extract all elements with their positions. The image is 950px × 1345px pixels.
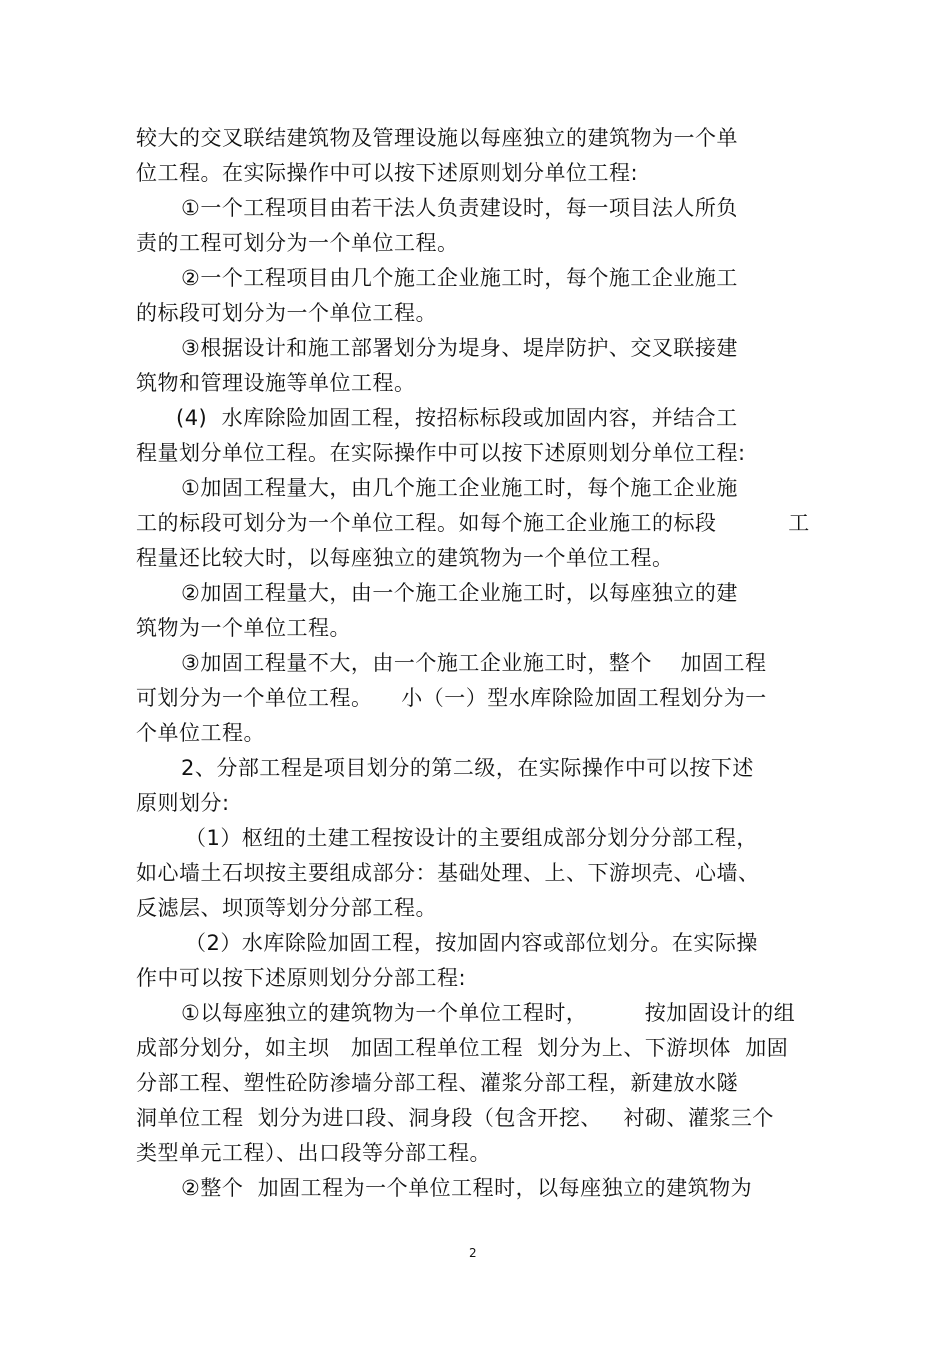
text-line-23: 反滤层、坝顶等划分分部工程。 (136, 896, 437, 920)
text-line-29: 洞单位工程 划分为进口段、洞身段（包含开挖、 衬砌、灌浆三个 (136, 1106, 774, 1130)
text-line-19: 2、分部工程是项目划分的第二级，在实际操作中可以按下述 (181, 756, 754, 780)
text-line-16: ③加固工程量不大，由一个施工企业施工时，整个 加固工程 (181, 651, 767, 675)
text-line-8: 筑物和管理设施等单位工程。 (136, 371, 416, 395)
text-line-10: 程量划分单位工程。在实际操作中可以按下述原则划分单位工程: (136, 441, 746, 465)
text-line-1: 较大的交叉联结建筑物及管理设施以每座独立的建筑物为一个单 (136, 126, 738, 150)
text-line-26: ①以每座独立的建筑物为一个单位工程时， 按加固设计的组 (181, 1001, 796, 1025)
text-line-9: (4) 水库除险加固工程，按招标标段或加固内容，并结合工 (176, 406, 738, 430)
text-line-14: ②加固工程量大，由一个施工企业施工时，以每座独立的建 (181, 581, 738, 605)
text-line-4: 责的工程可划分为一个单位工程。 (136, 231, 459, 255)
text-line-17: 可划分为一个单位工程。 小（一）型水库除险加固工程划分为一 (136, 686, 767, 710)
text-line-27: 成部分划分，如主坝 加固工程单位工程 划分为上、下游坝体 加固 (136, 1036, 789, 1060)
text-line-28: 分部工程、塑性砼防渗墙分部工程、灌浆分部工程，新建放水隧 (136, 1071, 738, 1095)
text-line-18: 个单位工程。 (136, 721, 265, 745)
text-line-25: 作中可以按下述原则划分分部工程: (136, 966, 467, 990)
text-line-21: （1）枢纽的土建工程按设计的主要组成部分划分分部工程， (185, 826, 758, 850)
text-line-24: （2）水库除险加固工程，按加固内容或部位划分。在实际操 (185, 931, 758, 955)
page-number: 2 (469, 1246, 477, 1260)
text-line-15: 筑物为一个单位工程。 (136, 616, 351, 640)
text-line-2: 位工程。在实际操作中可以按下述原则划分单位工程: (136, 161, 639, 185)
text-line-3: ①一个工程项目由若干法人负责建设时，每一项目法人所负 (181, 196, 738, 220)
text-line-7: ③根据设计和施工部署划分为堤身、堤岸防护、交叉联接建 (181, 336, 738, 360)
text-line-22: 如心墙土石坝按主要组成部分：基础处理、上、下游坝壳、心墙、 (136, 861, 760, 885)
text-line-20: 原则划分: (136, 791, 230, 815)
text-line-12: 工的标段可划分为一个单位工程。如每个施工企业施工的标段 工 (136, 511, 810, 535)
text-line-11: ①加固工程量大，由几个施工企业施工时，每个施工企业施 (181, 476, 738, 500)
text-line-30: 类型单元工程）、出口段等分部工程。 (136, 1141, 491, 1165)
text-line-31: ②整个 加固工程为一个单位工程时，以每座独立的建筑物为 (181, 1176, 753, 1200)
text-line-5: ②一个工程项目由几个施工企业施工时，每个施工企业施工 (181, 266, 738, 290)
text-line-13: 程量还比较大时，以每座独立的建筑物为一个单位工程。 (136, 546, 674, 570)
text-line-6: 的标段可划分为一个单位工程。 (136, 301, 437, 325)
